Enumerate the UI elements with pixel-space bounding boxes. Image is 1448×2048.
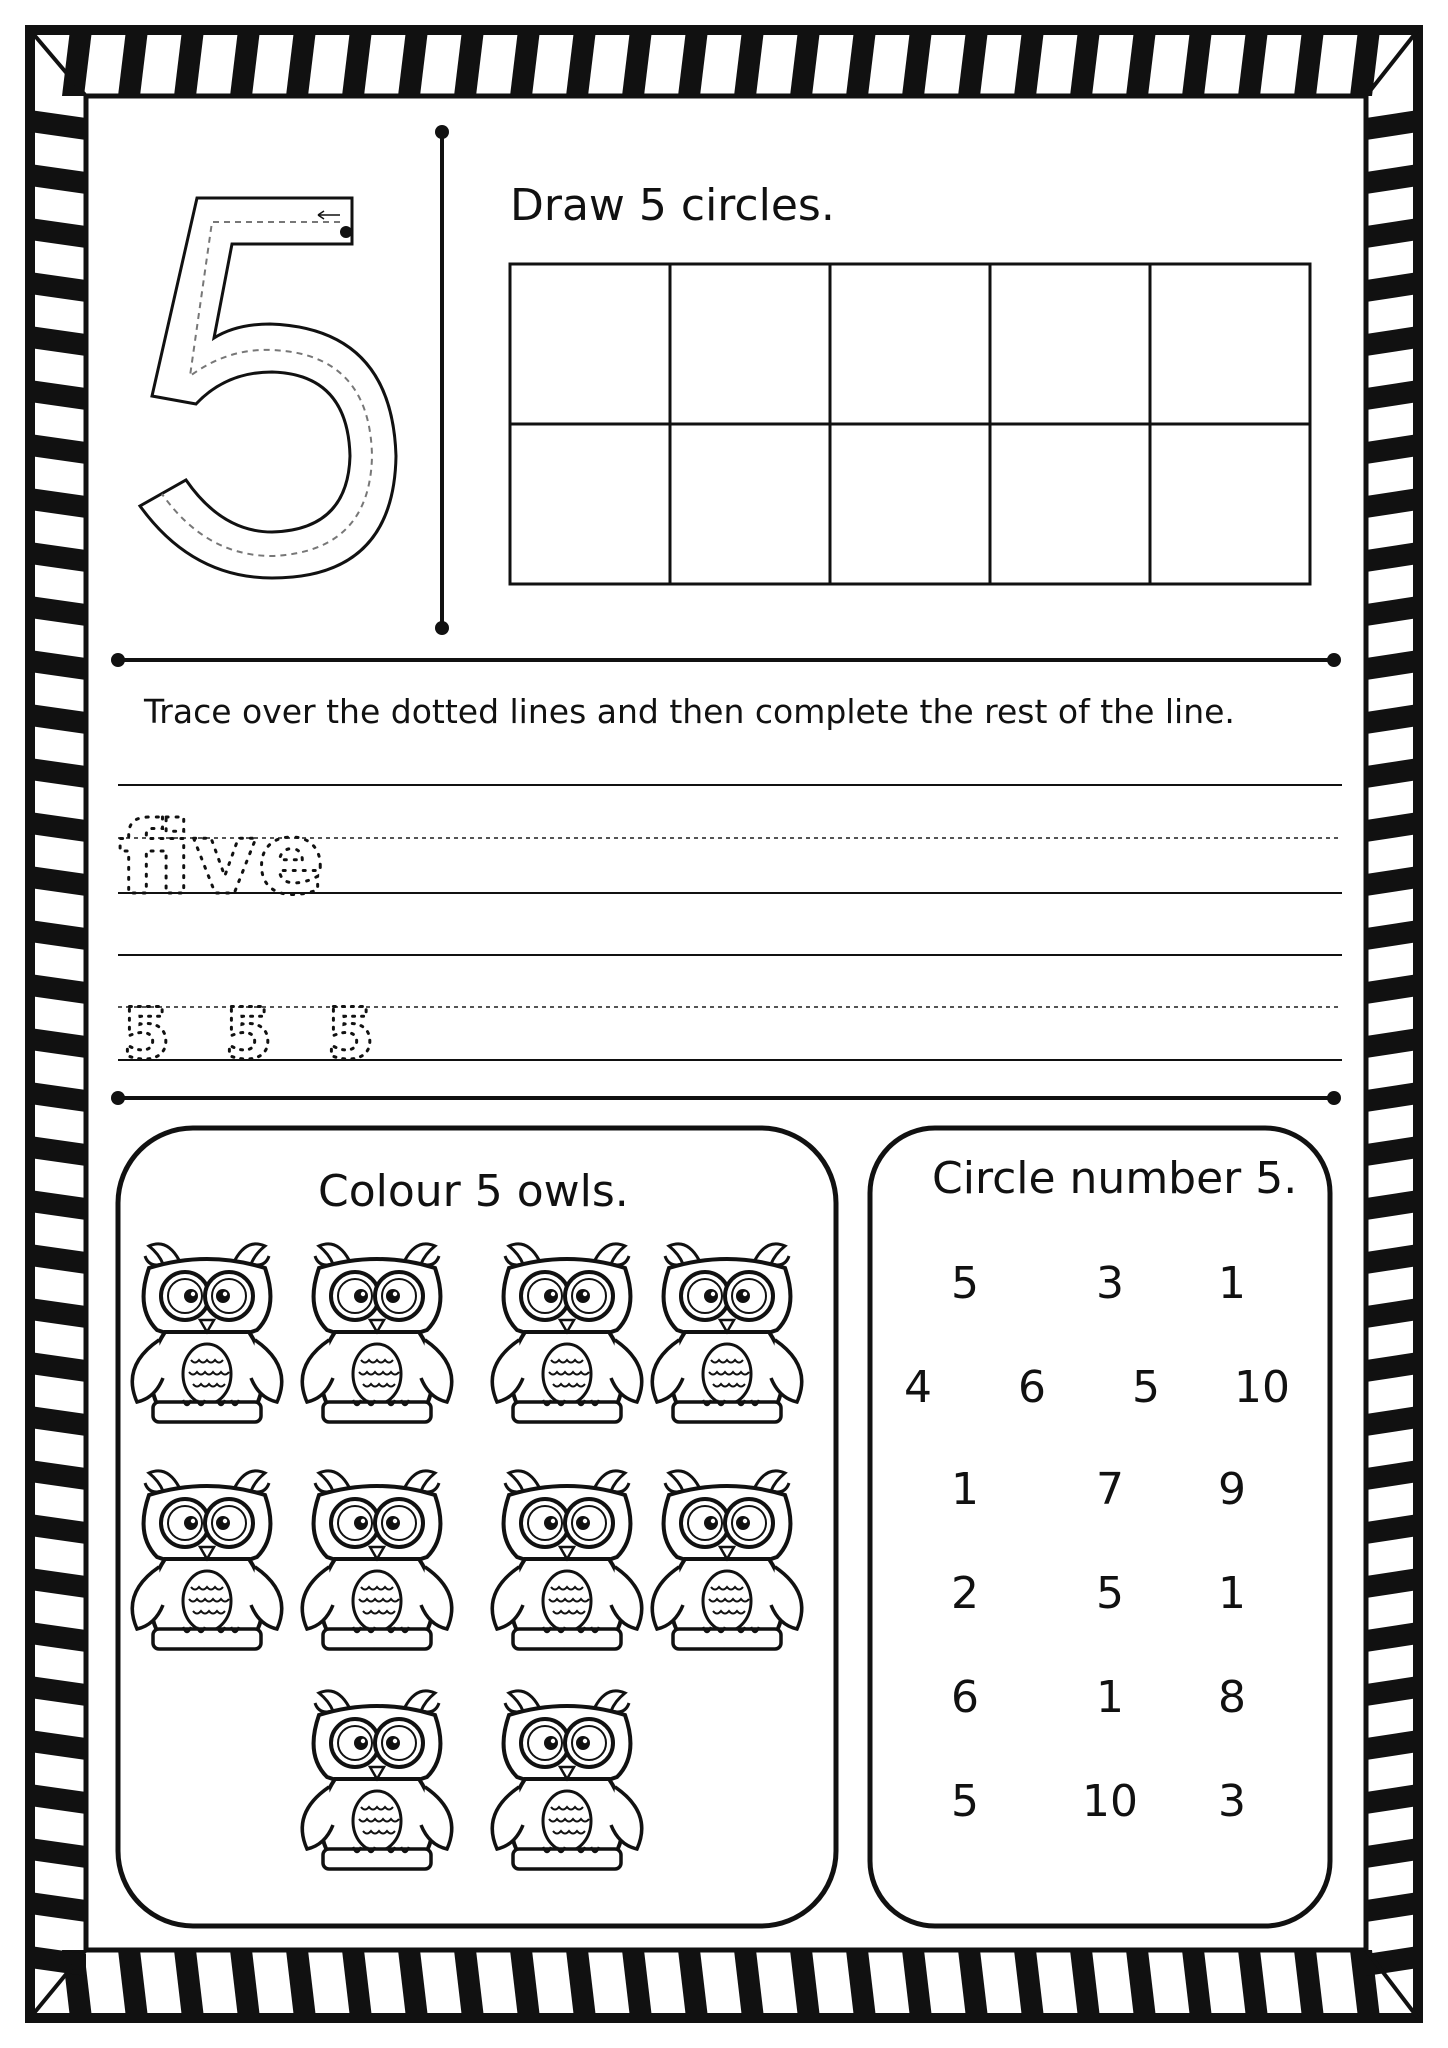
ten-frame-cell[interactable] <box>830 424 990 584</box>
ten-frame-cell[interactable] <box>830 264 990 424</box>
number-option[interactable]: 3 <box>1218 1776 1246 1827</box>
dotted-trace-digit: 5 <box>224 993 273 1075</box>
trace-instruction: Trace over the dotted lines and then complete the rest of the line. <box>144 692 1235 731</box>
number-option[interactable]: 1 <box>1218 1258 1246 1309</box>
number-option[interactable]: 2 <box>951 1568 979 1619</box>
draw-circles-prompt: Draw 5 circles. <box>510 180 835 231</box>
number-option[interactable]: 1 <box>1218 1568 1246 1619</box>
number-option[interactable]: 5 <box>951 1258 979 1309</box>
number-option[interactable]: 6 <box>1018 1362 1046 1413</box>
number-option[interactable]: 5 <box>1132 1362 1160 1413</box>
ten-frame-cell[interactable] <box>990 424 1150 584</box>
colour-owls-prompt: Colour 5 owls. <box>318 1166 629 1217</box>
ten-frame-cell[interactable] <box>670 424 830 584</box>
number-option[interactable]: 7 <box>1096 1464 1124 1515</box>
number-option[interactable]: 4 <box>904 1362 932 1413</box>
number-option[interactable]: 10 <box>1234 1362 1290 1413</box>
dotted-trace-digit: 5 <box>122 993 171 1075</box>
number-option[interactable]: 5 <box>1096 1568 1124 1619</box>
ten-frame[interactable] <box>510 264 1310 584</box>
ten-frame-cell[interactable] <box>510 424 670 584</box>
number-option[interactable]: 1 <box>1096 1672 1124 1723</box>
number-option[interactable]: 3 <box>1096 1258 1124 1309</box>
ten-frame-cell[interactable] <box>990 264 1150 424</box>
circle-number-prompt: Circle number 5. <box>932 1153 1298 1204</box>
number-option[interactable]: 9 <box>1218 1464 1246 1515</box>
ten-frame-cell[interactable] <box>510 264 670 424</box>
number-option[interactable]: 10 <box>1082 1776 1138 1827</box>
dotted-trace-digit: 5 <box>326 993 375 1075</box>
number-option[interactable]: 8 <box>1218 1672 1246 1723</box>
dotted-trace-word: five <box>118 800 326 917</box>
ten-frame-cell[interactable] <box>1150 424 1310 584</box>
number-option[interactable]: 5 <box>951 1776 979 1827</box>
number-option[interactable]: 6 <box>951 1672 979 1723</box>
number-option[interactable]: 1 <box>951 1464 979 1515</box>
ten-frame-cell[interactable] <box>1150 264 1310 424</box>
dotted-trace-digits <box>122 993 375 1075</box>
ten-frame-cell[interactable] <box>670 264 830 424</box>
